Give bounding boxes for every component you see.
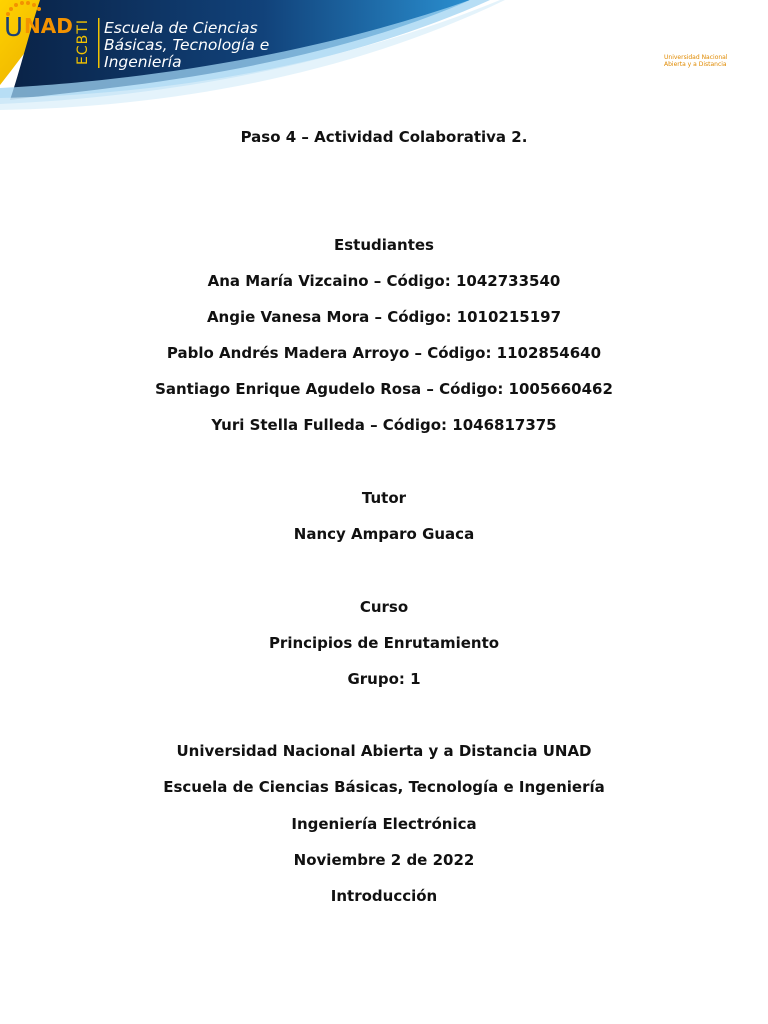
course-heading: Curso bbox=[359, 598, 409, 616]
document-date: Noviembre 2 de 2022 bbox=[293, 851, 475, 869]
group-label: Grupo: 1 bbox=[347, 670, 421, 688]
student-entry: Yuri Stella Fulleda – Código: 1046817375 bbox=[211, 416, 557, 434]
tutor-heading: Tutor bbox=[361, 489, 407, 507]
document-title: Paso 4 – Actividad Colaborativa 2. bbox=[240, 128, 528, 146]
university-name: Universidad Nacional Abierta y a Distancia UNAD bbox=[176, 742, 592, 760]
ecbti-text: ECBTI bbox=[75, 19, 91, 65]
school-line: Escuela de Ciencias bbox=[104, 19, 258, 37]
section-heading-introduccion: Introducción bbox=[330, 887, 438, 905]
header-banner bbox=[0, 0, 768, 120]
program-name: Ingeniería Electrónica bbox=[291, 815, 477, 833]
school-line: Ingeniería bbox=[104, 53, 182, 71]
school-name-block bbox=[104, 20, 269, 71]
logo-sub-line: Abierta y a Distancia bbox=[664, 61, 727, 68]
student-entry: Ana María Vizcaino – Código: 1042733540 bbox=[207, 272, 561, 290]
logo-nad: NAD bbox=[24, 14, 73, 38]
logo-u: U bbox=[4, 13, 24, 43]
school-full-name: Escuela de Ciencias Básicas, Tecnología e Ingeniería bbox=[163, 778, 605, 796]
school-line: Básicas, Tecnología e bbox=[104, 36, 270, 54]
student-entry: Santiago Enrique Agudelo Rosa – Código: 1005660462 bbox=[155, 380, 613, 398]
students-heading: Estudiantes bbox=[334, 236, 434, 254]
unad-logo bbox=[0, 0, 84, 56]
tutor-name: Nancy Amparo Guaca bbox=[293, 525, 475, 543]
course-name: Principios de Enrutamiento bbox=[268, 634, 500, 652]
student-entry: Angie Vanesa Mora – Código: 1010215197 bbox=[206, 308, 562, 326]
logo-sub-line: Universidad Nacional bbox=[664, 54, 728, 61]
logo-subtitle bbox=[664, 54, 748, 68]
student-entry: Pablo Andrés Madera Arroyo – Código: 1102854640 bbox=[166, 344, 602, 362]
